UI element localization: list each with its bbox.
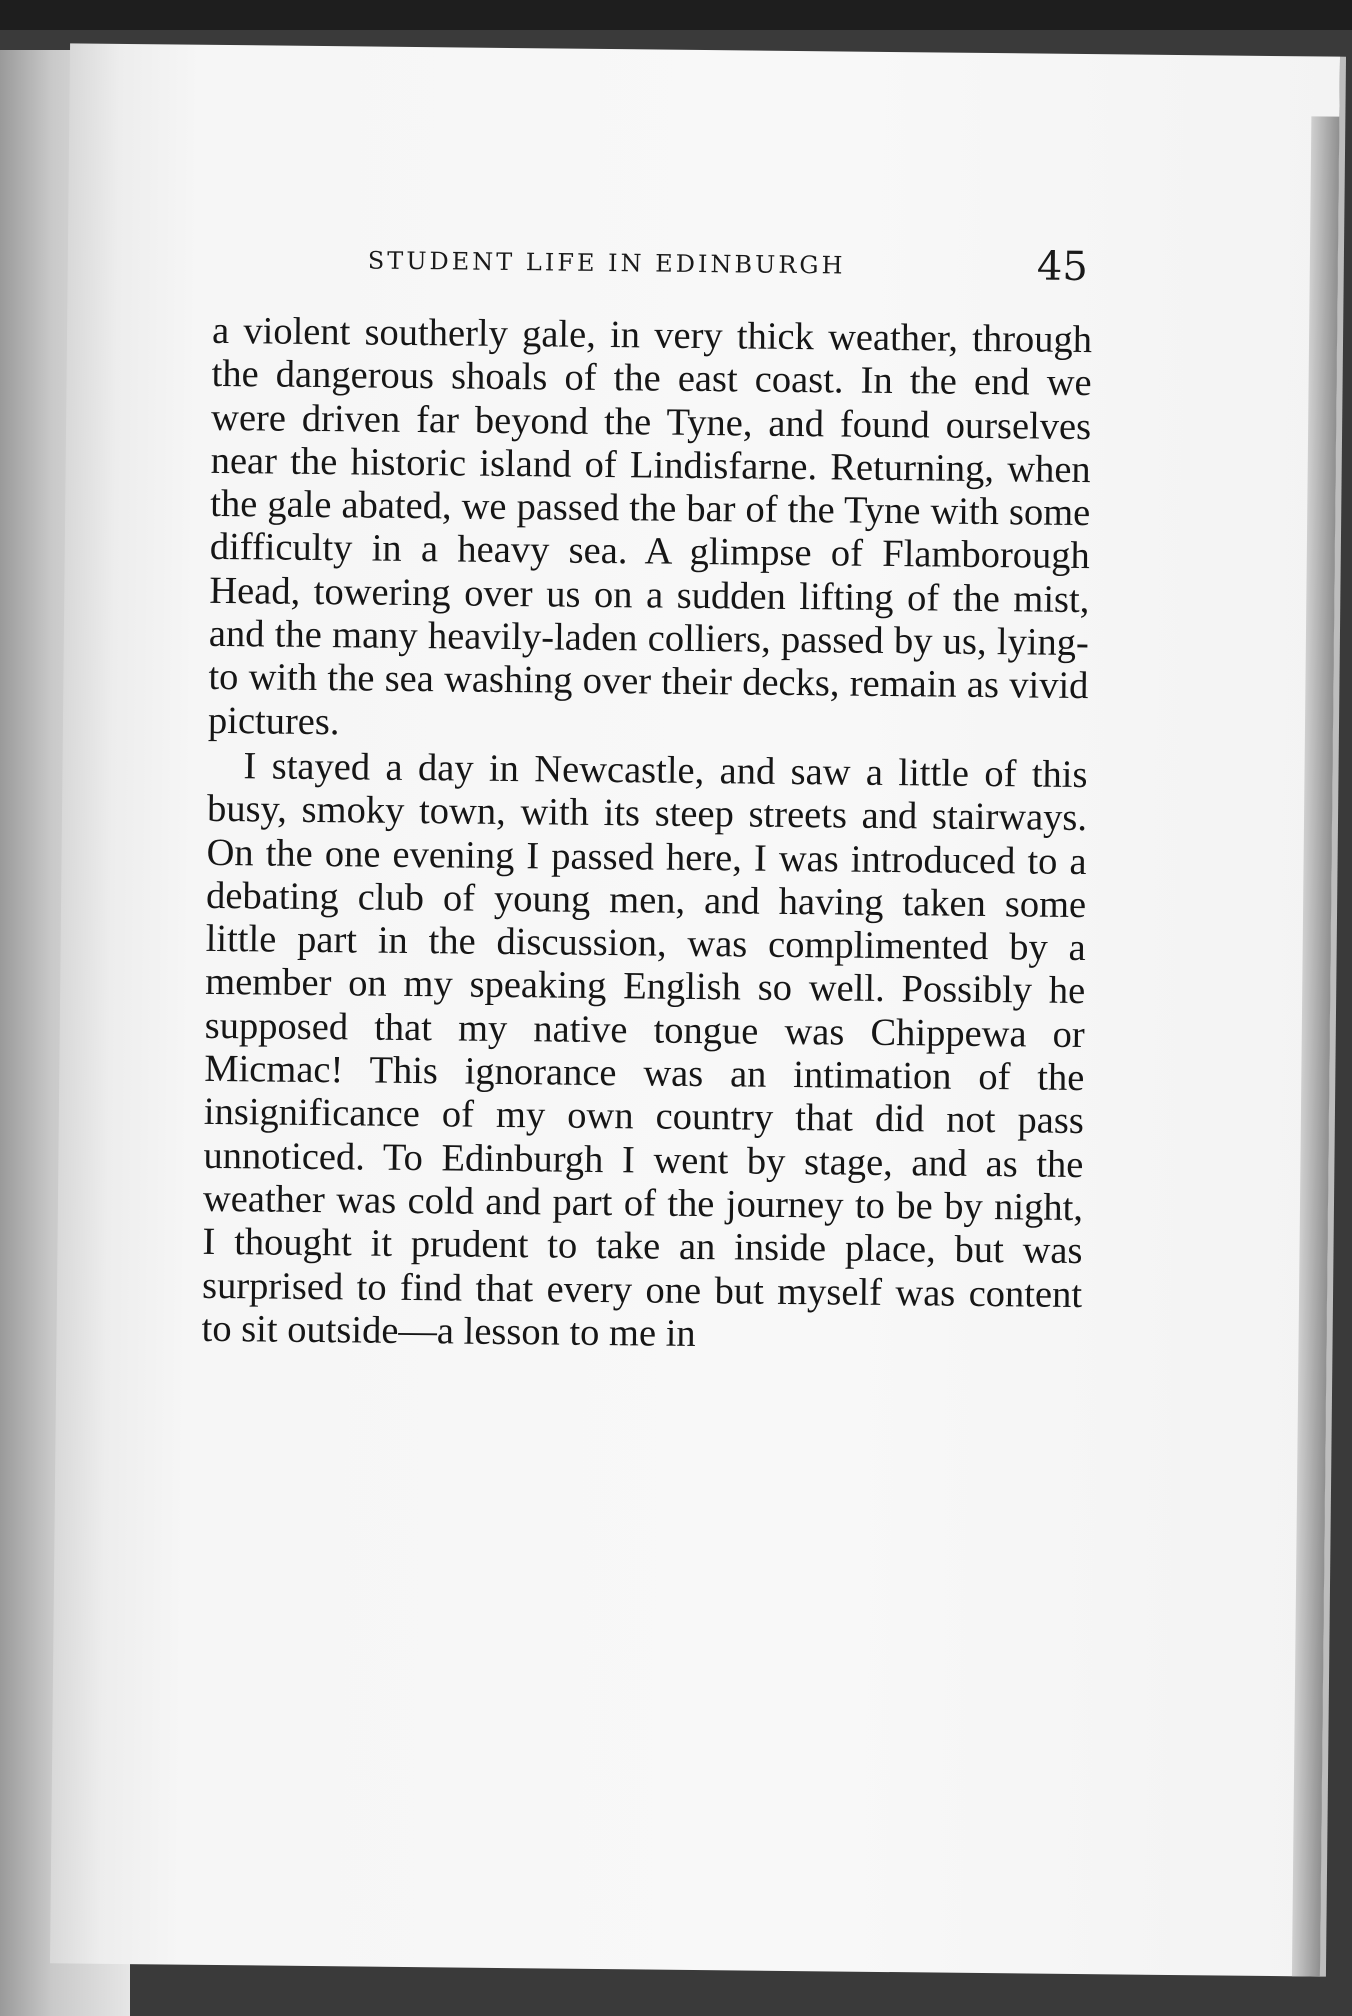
book-page xyxy=(50,43,1346,1976)
running-head: STUDENT LIFE IN EDINBURGH xyxy=(367,246,846,280)
page-header xyxy=(367,237,1089,291)
page-number: 45 xyxy=(1036,243,1089,291)
body-text xyxy=(201,310,1092,1360)
paragraph: I stayed a day in Newcastle, and saw a little of this busy, smoky town, with its steep streets and stairways. On the one evening I passed here, I was introduced to a debating club of young men, and having taken some little part in the discussion, was complimented by a member on my speaking English so well. Possibly he supposed that my native tongue was Chippewa or Micmac! This ignorance was an intimation of the insignificance of my own country that did not pass unnoticed. To Edinburgh I went by stage, and as the weather was cold and part of the journey to be by night, I thought it prudent to take an inside place, but was surprised to find that every one but myself was content to sit outside—a lesson to me in xyxy=(201,745,1088,1355)
paragraph: a violent southerly gale, in very thick weather, through the dangerous shoals of the east coast. In the end we were driven far beyond the Tyne, and found ourselves near the historic island of Lindisfarne. Returning, when the gale abated, we passed the bar of the Tyne with some difficulty in a heavy sea. A glimpse of Flamborough Head, towering over us on a sudden lifting of the mist, and the many heavily-laden colliers, passed by us, lying-to with the sea washing over their decks, remain as vivid pictures. xyxy=(207,309,1093,743)
